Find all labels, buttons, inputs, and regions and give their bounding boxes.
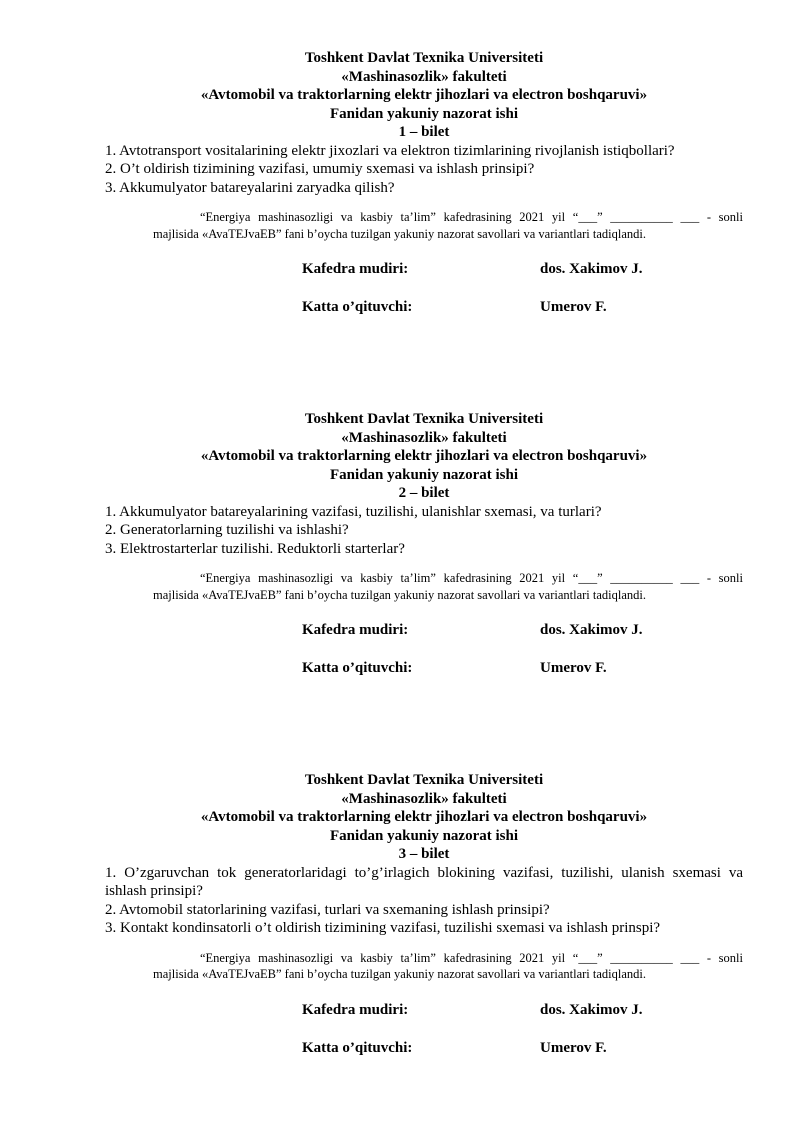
approval-note-line-1: “Energiya mashinasozligi va kasbiy ta’lim” kafedrasining 2021 yil “___” __________ ___ - sonli [200,950,743,965]
subject-title: «Avtomobil va traktorlarning elektr jihozlari va electron boshqaruvi» [200,448,648,464]
senior-teacher-name: Umerov F. [540,299,607,315]
question-1: 1. O’zgaruvchan tok generatorlaridagi to’g’irlagich blokining vazifasi, tuzilishi, ulanish sxemasi va ishlash prinsipi? [105,864,743,899]
faculty-name: «Mashinasozlik» fakulteti [341,790,507,807]
faculty-name: «Mashinasozlik» fakulteti [341,429,507,446]
senior-teacher-role: Katta o’qituvchi: [302,1039,413,1056]
exam-ticket-3 [105,771,743,1074]
signature-row-head [105,618,743,656]
exam-ticket-2 [105,410,743,694]
senior-teacher-role: Katta o’qituvchi: [302,299,413,315]
approval-note-line-2: majlisida «AvaTEJvaEB” fani b’oycha tuzilgan yakuniy nazorat savollari va variantlari tadiqlandi. [153,226,646,241]
head-of-department-name: dos. Xakimov J. [540,622,643,638]
senior-teacher-name: Umerov F. [540,1039,607,1056]
ticket-number: 1 – bilet [398,124,450,140]
approval-note-line-1: “Energiya mashinasozligi va kasbiy ta’lim” kafedrasining 2021 yil “___” __________ ___ - sonli [200,571,743,585]
ticket-number: 2 – bilet [398,485,450,501]
head-of-department-name: dos. Xakimov J. [540,1001,643,1018]
subject-title: «Avtomobil va traktorlarning elektr jihozlari va electron boshqaruvi» [200,87,648,103]
question-1: 1. Akkumulyator batareyalarining vazifasi, tuzilishi, ulanishlar sxemasi, va turlari? [105,503,602,520]
signature-row-head [105,998,743,1036]
exam-ticket-1 [105,49,743,333]
approval-note-line-1: “Energiya mashinasozligi va kasbiy ta’lim” kafedrasining 2021 yil “___” __________ ___ - sonli [200,210,743,224]
question-2: 2. O’t oldirish tizimining vazifasi, umumiy sxemasi va ishlash prinsipi? [105,161,535,177]
exam-title: Fanidan yakuniy nazorat ishi [330,827,518,844]
ticket-number: 3 – bilet [398,846,450,862]
university-name: Toshkent Davlat Texnika Universiteti [304,411,544,427]
senior-teacher-name: Umerov F. [540,660,607,676]
head-of-department-role: Kafedra mudiri: [302,622,409,638]
signature-row-teacher [105,295,743,333]
signature-row-teacher [105,1036,743,1074]
question-3: 3. Elektrostarterlar tuzilishi. Reduktorli starterlar? [105,540,405,557]
question-1: 1. Avtotransport vositalarining elektr jixozlari va elektron tizimlarining rivojlanish istiqbollari? [105,142,675,159]
faculty-name: «Mashinasozlik» fakulteti [341,68,507,85]
question-3: 3. Akkumulyator batareyalarini zaryadka qilish? [105,179,395,196]
senior-teacher-role: Katta o’qituvchi: [302,660,413,676]
head-of-department-role: Kafedra mudiri: [302,261,409,277]
signature-row-head [105,257,743,295]
signature-row-teacher [105,656,743,694]
approval-note-line-2: majlisida «AvaTEJvaEB” fani b’oycha tuzilgan yakuniy nazorat savollari va variantlari tadiqlandi. [153,967,646,981]
head-of-department-role: Kafedra mudiri: [302,1001,409,1018]
university-name: Toshkent Davlat Texnika Universiteti [304,50,544,66]
question-2: 2. Avtomobil statorlarining vazifasi, turlari va sxemaning ishlash prinsipi? [105,901,550,918]
question-2: 2. Generatorlarning tuzilishi va ishlashi? [105,522,349,538]
university-name: Toshkent Davlat Texnika Universiteti [304,772,544,788]
approval-note-line-2: majlisida «AvaTEJvaEB” fani b’oycha tuzilgan yakuniy nazorat savollari va variantlari tadiqlandi. [153,587,646,602]
subject-title: «Avtomobil va traktorlarning elektr jihozlari va electron boshqaruvi» [200,809,648,825]
question-3: 3. Kontakt kondinsatorli o’t oldirish tizimining vazifasi, tuzilishi sxemasi va ishlash prinspi? [105,920,661,936]
exam-title: Fanidan yakuniy nazorat ishi [330,105,518,122]
head-of-department-name: dos. Xakimov J. [540,261,643,277]
exam-title: Fanidan yakuniy nazorat ishi [330,466,518,483]
